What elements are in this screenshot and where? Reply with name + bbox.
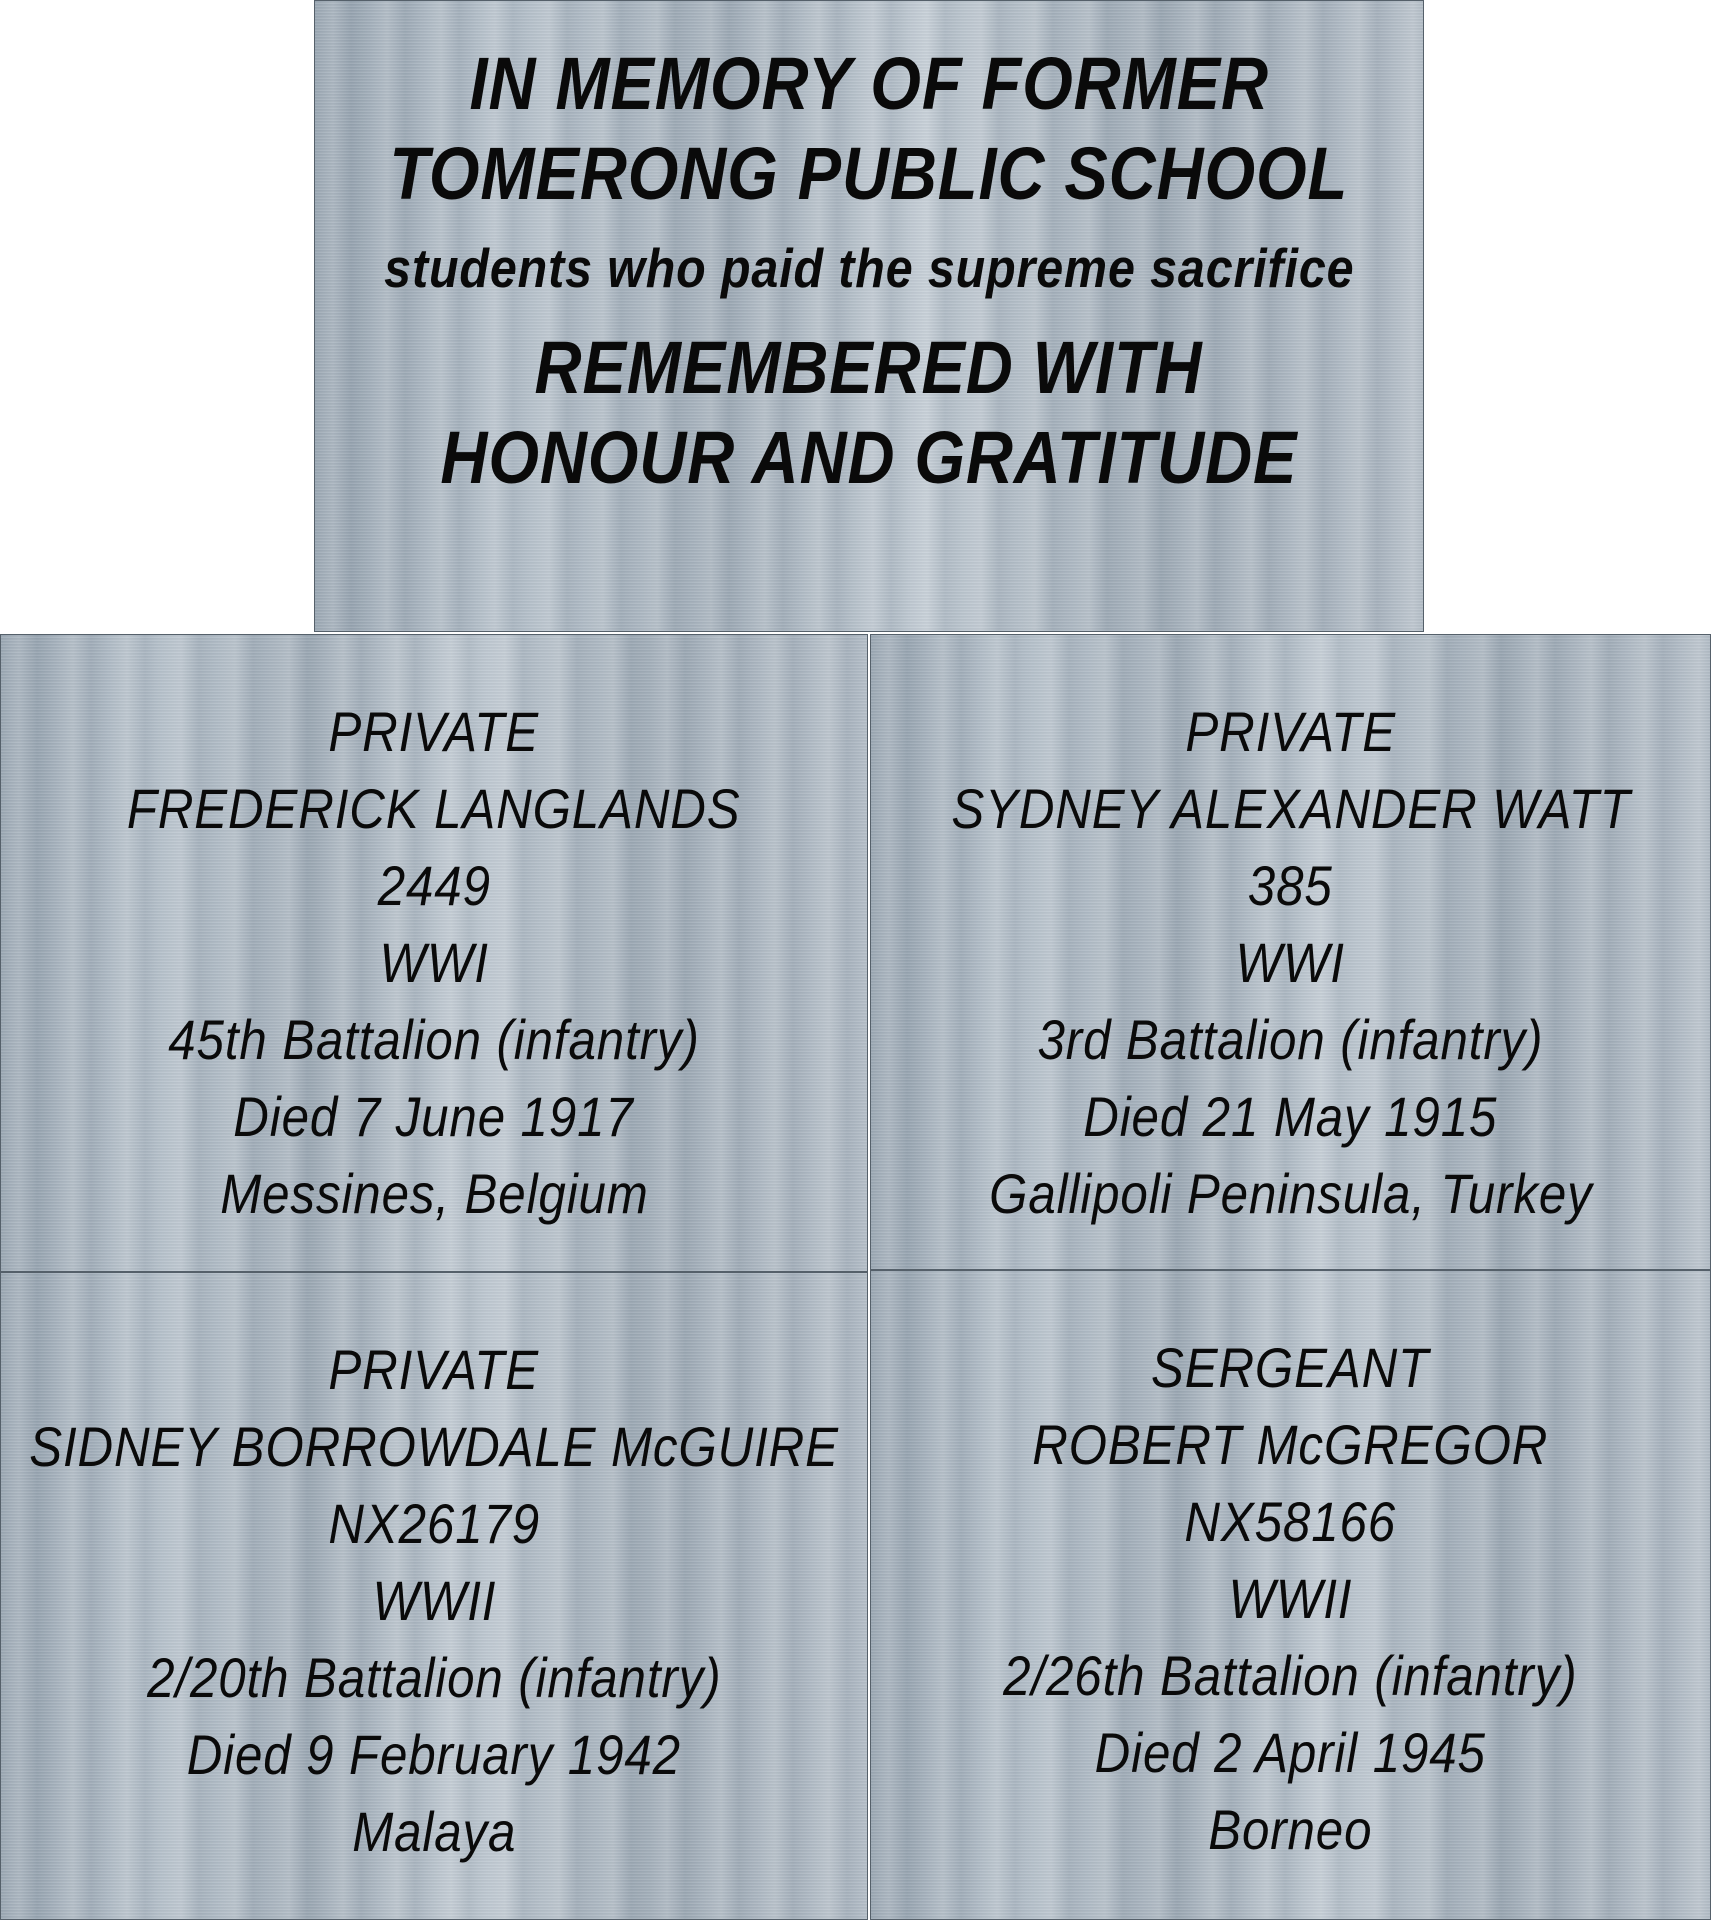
soldier-death-date: Died 2 April 1945	[1094, 1721, 1487, 1784]
header-line-1: IN MEMORY OF FORMER	[469, 42, 1269, 125]
soldier-rank: PRIVATE	[328, 1338, 540, 1401]
soldier-unit: 3rd Battalion (infantry)	[1037, 1008, 1544, 1071]
soldier-unit: 2/26th Battalion (infantry)	[1003, 1644, 1578, 1707]
soldier-service-number: 2449	[377, 854, 491, 917]
soldier-plaque-mcguire	[0, 1272, 868, 1920]
soldier-death-date: Died 9 February 1942	[186, 1723, 682, 1786]
header-line-4: REMEMBERED WITH	[534, 326, 1204, 409]
soldier-unit: 2/20th Battalion (infantry)	[146, 1646, 722, 1709]
soldier-service-number: NX58166	[1184, 1490, 1397, 1553]
soldier-unit: 45th Battalion (infantry)	[168, 1008, 700, 1071]
soldier-death-place: Malaya	[351, 1800, 517, 1863]
soldier-death-place: Borneo	[1208, 1798, 1373, 1861]
soldier-war: WWII	[372, 1569, 496, 1632]
soldier-plaque-langlands	[0, 634, 868, 1272]
soldier-war: WWI	[379, 931, 489, 994]
soldier-death-place: Messines, Belgium	[219, 1162, 649, 1225]
soldier-death-date: Died 21 May 1915	[1083, 1085, 1498, 1148]
soldier-war: WWII	[1228, 1567, 1353, 1630]
header-line-3: students who paid the supreme sacrifice	[383, 237, 1355, 299]
soldier-rank: PRIVATE	[328, 700, 540, 763]
soldier-war: WWI	[1235, 931, 1346, 994]
memorial-header-plaque	[314, 0, 1424, 632]
header-line-2: TOMERONG PUBLIC SCHOOL	[389, 132, 1349, 215]
soldier-rank: PRIVATE	[1185, 700, 1396, 763]
soldier-name: SIDNEY BORROWDALE McGUIRE	[29, 1415, 839, 1478]
soldier-name: SYDNEY ALEXANDER WATT	[950, 777, 1631, 840]
soldier-plaque-watt	[870, 634, 1711, 1270]
soldier-name: ROBERT McGREGOR	[1032, 1413, 1549, 1476]
soldier-name: FREDERICK LANGLANDS	[127, 777, 741, 840]
soldier-death-date: Died 7 June 1917	[233, 1085, 635, 1148]
soldier-service-number: NX26179	[328, 1492, 540, 1555]
soldier-rank: SERGEANT	[1151, 1336, 1430, 1399]
soldier-service-number: 385	[1248, 854, 1333, 917]
header-line-5: HONOUR AND GRATITUDE	[440, 416, 1298, 499]
soldier-plaque-mcgregor	[870, 1270, 1711, 1920]
soldier-death-place: Gallipoli Peninsula, Turkey	[988, 1162, 1593, 1225]
